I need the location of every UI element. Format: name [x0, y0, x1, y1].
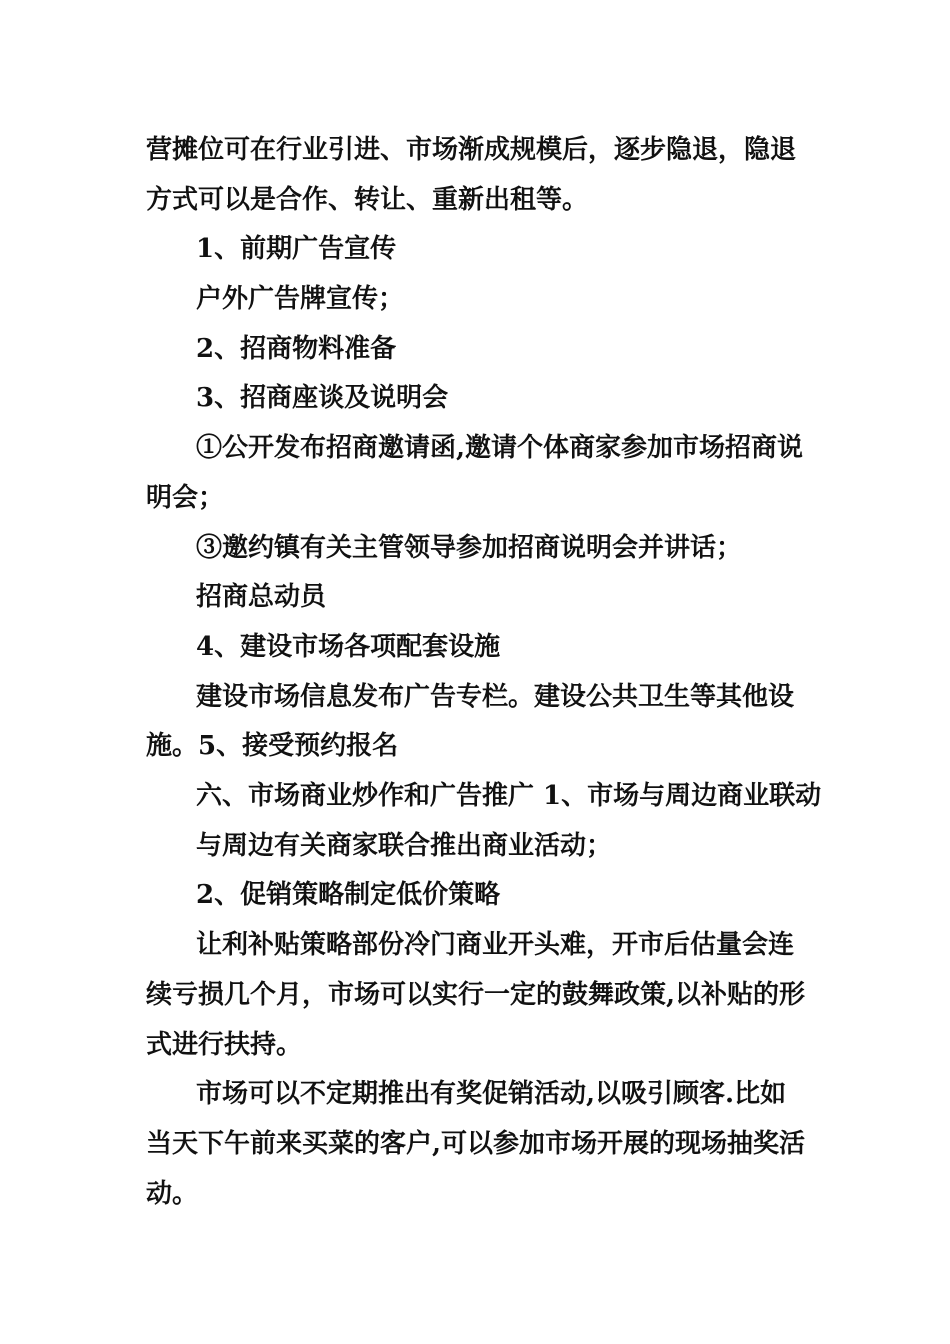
paragraph-line: 营摊位可在行业引进、市场渐成规模后，逐步隐退，隐退: [146, 135, 797, 165]
paragraph-line: 施。5、接受预约报名: [146, 731, 399, 761]
paragraph-line: 招商总动员: [196, 582, 327, 612]
paragraph-line: 方式可以是合作、转让、重新出租等。: [146, 185, 589, 215]
paragraph-line: 让利补贴策略部份冷门商业开头难，开市后估量会连: [196, 930, 795, 960]
paragraph-line: 与周边有关商家联合推出商业活动；: [196, 831, 613, 861]
paragraph-line: 当天下午前来买菜的客户,可以参加市场开展的现场抽奖活: [146, 1129, 806, 1159]
paragraph-line: 建设市场信息发布广告专栏。建设公共卫生等其他设: [196, 682, 795, 712]
paragraph-line: 明会；: [146, 483, 225, 513]
section-heading: 1、前期广告宣传: [196, 234, 397, 264]
section-heading: 六、市场商业炒作和广告推广 1、市场与周边商业联动: [196, 781, 822, 811]
section-heading: 2、招商物料准备: [196, 334, 397, 364]
paragraph-line: ③邀约镇有关主管领导参加招商说明会并讲话；: [196, 533, 743, 563]
paragraph-line: 动。: [146, 1179, 199, 1209]
paragraph-line: 市场可以不定期推出有奖促销活动,以吸引顾客.比如: [196, 1079, 787, 1109]
section-heading: 3、招商座谈及说明会: [196, 383, 449, 413]
paragraph-line: 式进行扶持。: [146, 1030, 303, 1060]
paragraph-line: ①公开发布招商邀请函,邀请个体商家参加市场招商说: [196, 433, 804, 463]
paragraph-line: 户外广告牌宣传；: [196, 284, 405, 314]
section-heading: 2、促销策略制定低价策略: [196, 880, 501, 910]
section-heading: 4、建设市场各项配套设施: [196, 632, 501, 662]
paragraph-line: 续亏损几个月，市场可以实行一定的鼓舞政策,以补贴的形: [146, 980, 806, 1010]
